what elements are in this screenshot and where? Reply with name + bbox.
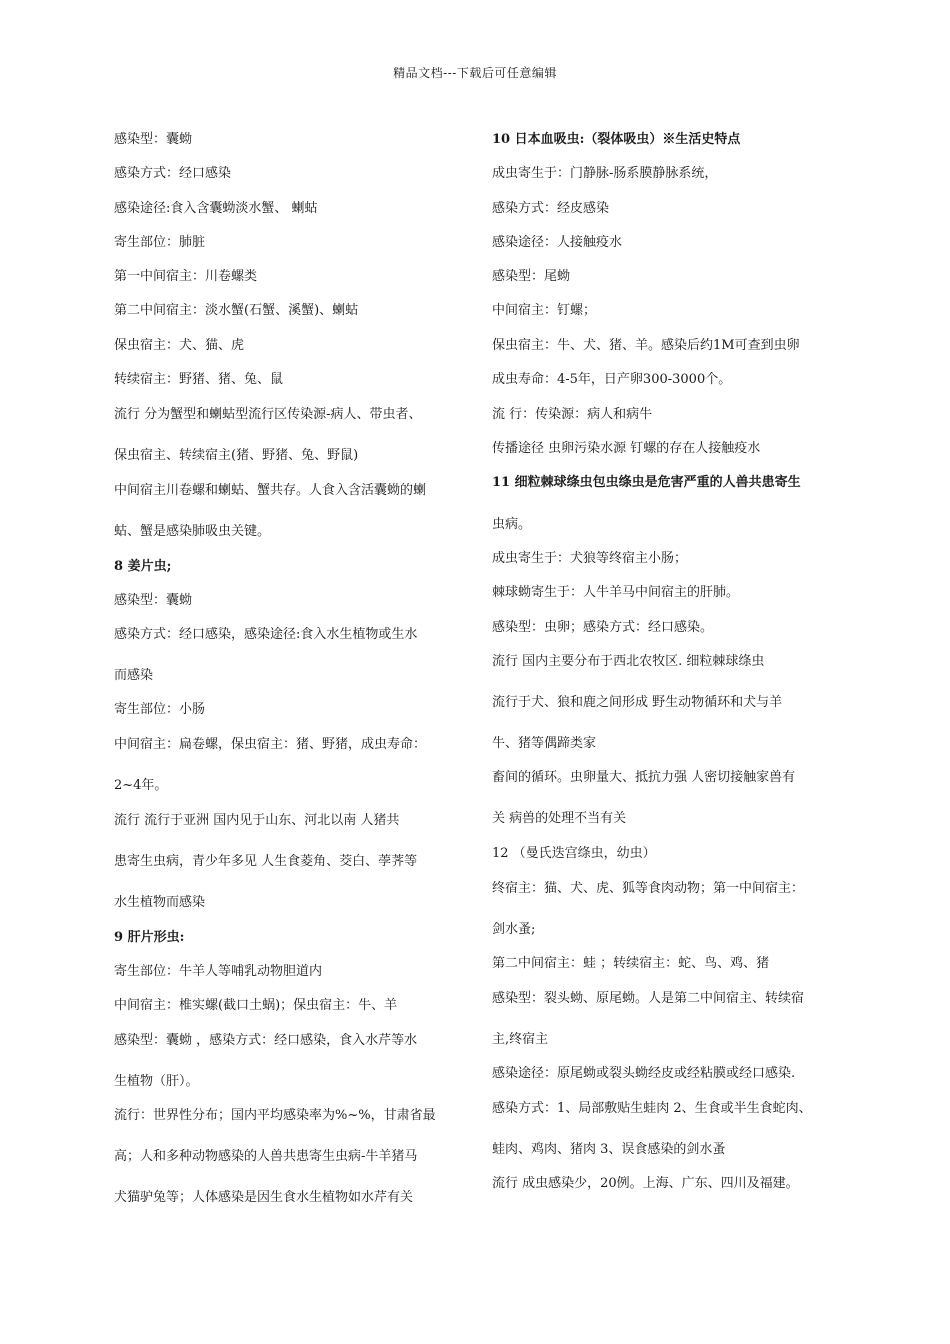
text-line: 流行 国内主要分布于西北农牧区. 细粒棘球绦虫 — [492, 654, 765, 669]
text-line: 11 细粒棘球绦虫包虫绦虫是危害严重的人兽共患寄生 — [492, 475, 801, 490]
text-line: 牛、猪等偶蹄类家 — [492, 736, 597, 751]
text-line: 成虫寄生于：犬狼等终宿主小肠； — [492, 551, 688, 566]
text-line: 感染方式：经口感染 — [114, 166, 232, 181]
text-line: 中间宿主：钉螺； — [492, 303, 597, 318]
text-line: 感染型：囊蚴 — [114, 593, 193, 608]
text-line: 9 肝片形虫: — [114, 930, 185, 945]
text-line: 感染型：裂头蚴、原尾蚴。人是第二中间宿主、转续宿 — [492, 991, 805, 1006]
text-line: 犬猫驴兔等；人体感染是因生食水生植物如水芹有关 — [114, 1190, 414, 1205]
text-line: 8 姜片虫; — [114, 559, 172, 574]
text-line: 10 日本血吸虫:（裂体吸虫）※生活史特点 — [492, 132, 741, 147]
text-line: 中间宿主：椎实螺(截口土蜗)；保虫宿主：牛、羊 — [114, 998, 398, 1013]
text-line: 感染型：尾蚴 — [492, 269, 571, 284]
text-line: 感染型：虫卵；感染方式：经口感染。 — [492, 620, 714, 635]
text-line: 而感染 — [114, 668, 154, 683]
text-line: 水生植物而感染 — [114, 895, 206, 910]
text-line: 中间宿主川卷螺和蝲蛄、蟹共存。人食入含活囊蚴的蝲 — [114, 483, 427, 498]
text-line: 生植物（肝）。 — [114, 1074, 199, 1089]
text-line: 寄生部位：牛羊人等哺乳动物胆道内 — [114, 964, 323, 979]
text-line: 流行：世界性分布；国内平均感染率为%~%，甘肃省最 — [114, 1108, 436, 1123]
text-line: 感染方式：经口感染，感染途径:食入水生植物或生水 — [114, 627, 418, 642]
text-line: 感染途径:食入含囊蚴淡水蟹、 蝲蛄 — [114, 201, 318, 216]
text-line: 传播途径 虫卵污染水源 钉螺的存在人接触疫水 — [492, 441, 761, 456]
text-line: 蛄、蟹是感染肺吸虫关键。 — [114, 524, 271, 539]
text-line: 流行于犬、狼和鹿之间形成 野生动物循环和犬与羊 — [492, 695, 783, 710]
text-line: 第二中间宿主：淡水蟹(石蟹、溪蟹)、蝲蛄 — [114, 303, 359, 318]
text-line: 第一中间宿主：川卷螺类 — [114, 269, 258, 284]
text-line: 感染型：囊蚴 — [114, 132, 193, 147]
text-line: 高；人和多种动物感染的人兽共患寄生虫病-牛羊猪马 — [114, 1149, 418, 1164]
text-line: 流 行：传染源：病人和病牛 — [492, 407, 653, 422]
text-line: 感染型：囊蚴 ，感染方式：经口感染，食入水芹等水 — [114, 1033, 418, 1048]
text-line: 寄生部位：小肠 — [114, 702, 206, 717]
text-line: 棘球蚴寄生于：人牛羊马中间宿主的肝肺。 — [492, 585, 740, 600]
text-line: 成虫寿命：4-5年，日产卵300-3000个。 — [492, 372, 732, 387]
text-line: 感染方式：1、局部敷贴生蛙肉 2、生食或半生食蛇肉、 — [492, 1101, 812, 1116]
text-line: 保虫宿主：牛、犬、猪、羊。感染后约1M可查到虫卵 — [492, 338, 800, 353]
text-line: 流行 成虫感染少，20例。上海、广东、四川及福建。 — [492, 1176, 799, 1191]
text-line: 患寄生虫病，青少年多见 人生食菱角、茭白、荸荠等 — [114, 854, 418, 869]
text-line: 转续宿主：野猪、猪、兔、鼠 — [114, 372, 284, 387]
text-line: 保虫宿主：犬、猫、虎 — [114, 338, 245, 353]
text-line: 12 （曼氏迭宫绦虫，幼虫） — [492, 846, 656, 861]
text-line: 终宿主：猫、犬、虎、狐等食肉动物；第一中间宿主： — [492, 881, 805, 896]
text-line: 第二中间宿主：蛙 ；转续宿主：蛇、鸟、鸡、猪 — [492, 956, 770, 971]
text-line: 流行 流行于亚洲 国内见于山东、河北以南 人猪共 — [114, 813, 400, 828]
text-line: 成虫寄生于：门静脉-肠系膜静脉系统， — [492, 166, 718, 181]
text-line: 感染途径：原尾蚴或裂头蚴经皮或经粘膜或经口感染. — [492, 1066, 796, 1081]
text-line: 蛙肉、鸡肉、猪肉 3、误食感染的剑水蚤 — [492, 1142, 726, 1157]
text-line: 关 病兽的处理不当有关 — [492, 811, 627, 826]
text-line: 畜间的循环。虫卵量大、抵抗力强 人密切接触家兽有 — [492, 770, 796, 785]
page-header: 精品文档---下载后可任意编辑 — [393, 66, 557, 80]
text-line: 剑水蚤; — [492, 922, 536, 937]
text-line: 2~4年。 — [114, 778, 168, 793]
text-line: 寄生部位：肺脏 — [114, 235, 206, 250]
text-line: 感染方式：经皮感染 — [492, 201, 610, 216]
text-line: 保虫宿主、转续宿主(猪、野猪、兔、野鼠) — [114, 448, 359, 463]
text-line: 中间宿主：扁卷螺，保虫宿主：猪、野猪，成虫寿命： — [114, 737, 427, 752]
text-line: 感染途径：人接触疫水 — [492, 235, 623, 250]
text-line: 主,终宿主 — [492, 1032, 549, 1047]
text-line: 虫病。 — [492, 517, 532, 532]
text-line: 流行 分为蟹型和蝲蛄型流行区传染源-病人、带虫者、 — [114, 407, 422, 422]
